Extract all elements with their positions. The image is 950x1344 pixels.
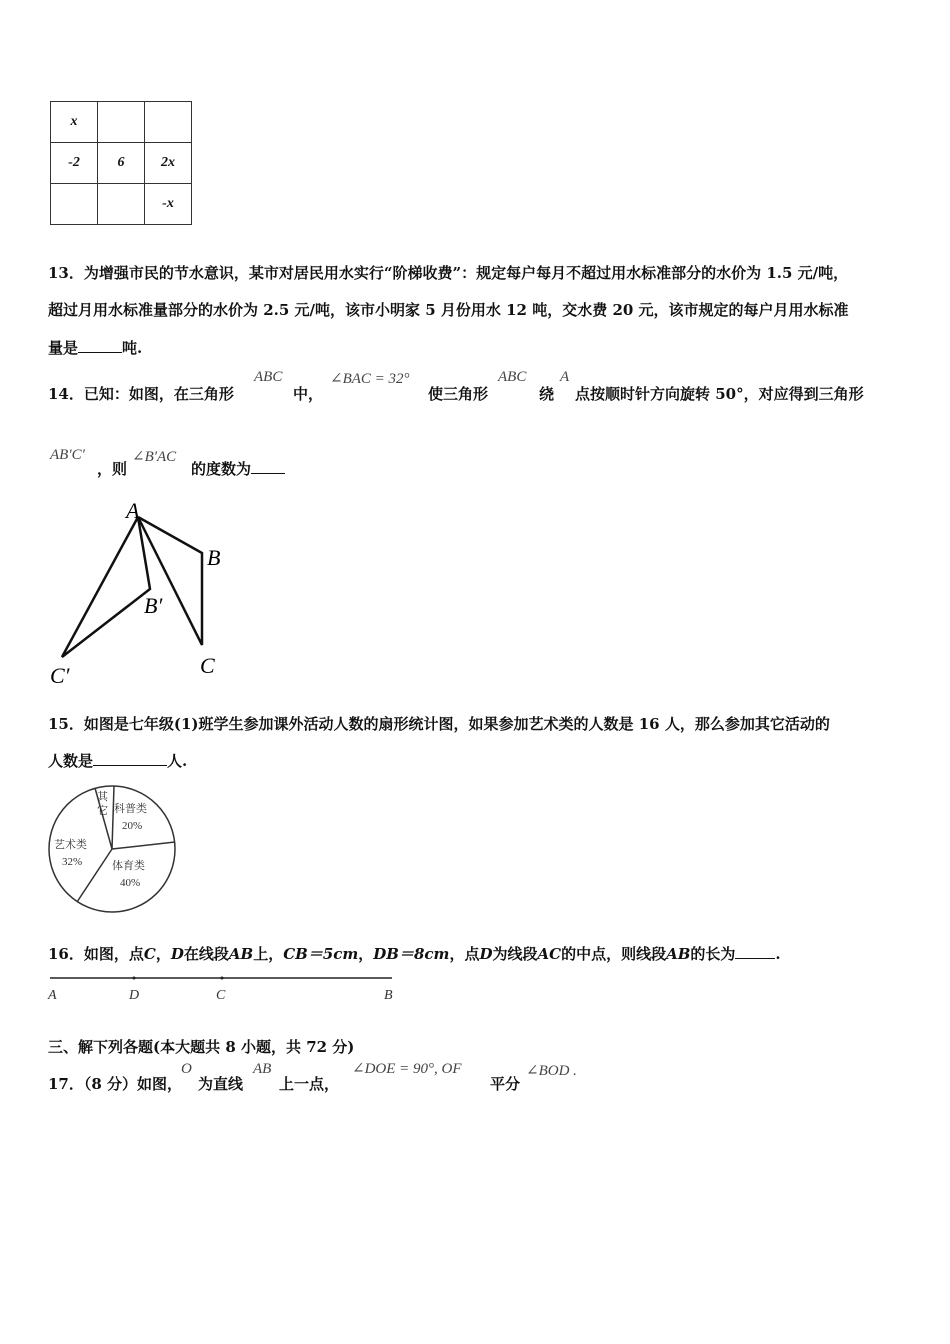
q16-t: .: [775, 945, 781, 963]
q16-ab: AB: [228, 945, 254, 963]
q15-line1: 15．如图是七年级(1)班学生参加课外活动人数的扇形统计图，如果参加艺术类的人数是 16 人，那么参加其它活动的: [48, 715, 830, 733]
q17-num: 17．（8 分）如图，: [48, 1075, 183, 1093]
grid-cell: [98, 102, 145, 143]
q13-text-a: 量是: [48, 339, 79, 357]
pie-divider: [112, 842, 175, 849]
label-c: C: [200, 653, 215, 678]
q16-c: C: [143, 945, 156, 963]
q16-text: [48, 943, 781, 964]
pie-pct-science: 20%: [122, 820, 143, 832]
grid-cell: x: [51, 102, 98, 143]
q16-d: D: [479, 945, 493, 963]
seg-label-b: B: [384, 988, 393, 1003]
pie-chart: [42, 782, 182, 917]
section-title: 三、解下列各题(本大题共 8 小题，共 72 分): [48, 1038, 355, 1056]
label-c-prime: C′: [50, 663, 70, 688]
q17-o: O: [181, 1061, 192, 1077]
grid-cell: -2: [51, 143, 98, 184]
pie-label-other-2: 它: [97, 805, 108, 817]
q17-t2: 上一点，: [279, 1075, 340, 1093]
grid-cell: [98, 184, 145, 225]
pie-label-other-1: 其: [97, 791, 108, 803]
grid-cell: [51, 184, 98, 225]
q15-text-a: 人数是: [48, 752, 94, 770]
q16-ab: AB: [666, 945, 691, 963]
q14-num: 14．已知：如图，在三角形: [48, 385, 234, 403]
q14-rot-a: 使三角形: [428, 385, 489, 403]
q17-t3: 平分: [490, 1075, 521, 1093]
q17-ab: AB: [253, 1061, 272, 1077]
point-c: [221, 977, 224, 980]
answer-blank: [251, 472, 285, 474]
label-b: B: [207, 545, 221, 570]
q13-line1: 13．为增强市民的节水意识，某市对居民用水实行“阶梯收费”：规定每户每月不超过用水标准部分的水价为 1.5 元/吨，: [48, 264, 849, 282]
q16-t: 的长为: [690, 945, 736, 963]
q14-rot-c: 点按顺时针方向旋转 50°，对应得到三角形: [575, 385, 864, 403]
q16-t: ，: [358, 945, 374, 963]
q16-t: 的中点，则线段: [561, 945, 667, 963]
q16-cb: CB＝5cm: [283, 945, 359, 963]
q14-abc2: ABC: [498, 369, 527, 385]
grid-cell: [145, 102, 192, 143]
q14-rot-b: 绕: [539, 385, 555, 403]
pie-divider: [77, 849, 112, 902]
rotation-figure: [40, 495, 240, 695]
grid-cell: -x: [145, 184, 192, 225]
seg-label-c: C: [216, 988, 226, 1003]
q16-t: 为线段: [492, 945, 538, 963]
q14-tri2: AB′C′: [50, 447, 85, 463]
q16-t: ，点: [449, 945, 480, 963]
q15-text-b: 人.: [167, 752, 188, 770]
grid-cell: 2x: [145, 143, 192, 184]
q15-line2: [48, 750, 187, 771]
q16-t: 在线段: [183, 945, 229, 963]
q16-t: 上，: [253, 945, 284, 963]
q14-tail-text: 的度数为: [191, 460, 252, 478]
segment-figure: [44, 972, 404, 1004]
pie-pct-sport: 40%: [120, 877, 141, 889]
answer-blank: [735, 957, 775, 959]
pie-label-sport: 体育类: [112, 860, 145, 872]
grid-cell: 6: [98, 143, 145, 184]
answer-blank: [93, 764, 167, 766]
q17-t1: 为直线: [198, 1075, 244, 1093]
q14-mid: 中，: [293, 385, 324, 403]
q16-db: DB＝8cm: [373, 945, 450, 963]
label-a: A: [126, 498, 140, 523]
q17-bod: ∠BOD .: [526, 1063, 577, 1079]
q13-text-b: 吨.: [122, 339, 143, 357]
q16-t: ，: [155, 945, 171, 963]
label-b-prime: B′: [144, 593, 163, 618]
q14-then: ，则: [97, 460, 128, 478]
q14-abc: ABC: [254, 369, 283, 385]
q14-angle: ∠BAC = 32°: [330, 371, 410, 387]
q13-line2: 超过月用水标准量部分的水价为 2.5 元/吨，该市小明家 5 月份用水 12 吨，交水费 20 元，该市规定的每户月用水标准: [48, 301, 849, 319]
q13-line3: [48, 337, 142, 358]
q14-tail: [191, 458, 285, 479]
seg-label-a: A: [48, 988, 57, 1003]
seg-label-d: D: [129, 988, 140, 1003]
q14-angle2: ∠B′AC: [132, 449, 177, 465]
triangle-ab1c1: [62, 517, 150, 657]
point-d: [133, 977, 136, 980]
q14-point-a: A: [560, 369, 570, 385]
pie-label-art: 艺术类: [54, 839, 87, 851]
answer-blank: [78, 351, 122, 353]
q16-ac: AC: [537, 945, 562, 963]
q16-d: D: [170, 945, 184, 963]
q17-cond: ∠DOE = 90°, OF: [352, 1061, 462, 1077]
q16-t: 16．如图，点: [48, 945, 144, 963]
pie-pct-art: 32%: [62, 856, 83, 868]
pie-divider: [112, 786, 114, 849]
number-grid: [50, 101, 192, 225]
pie-label-science: 科普类: [114, 803, 147, 815]
